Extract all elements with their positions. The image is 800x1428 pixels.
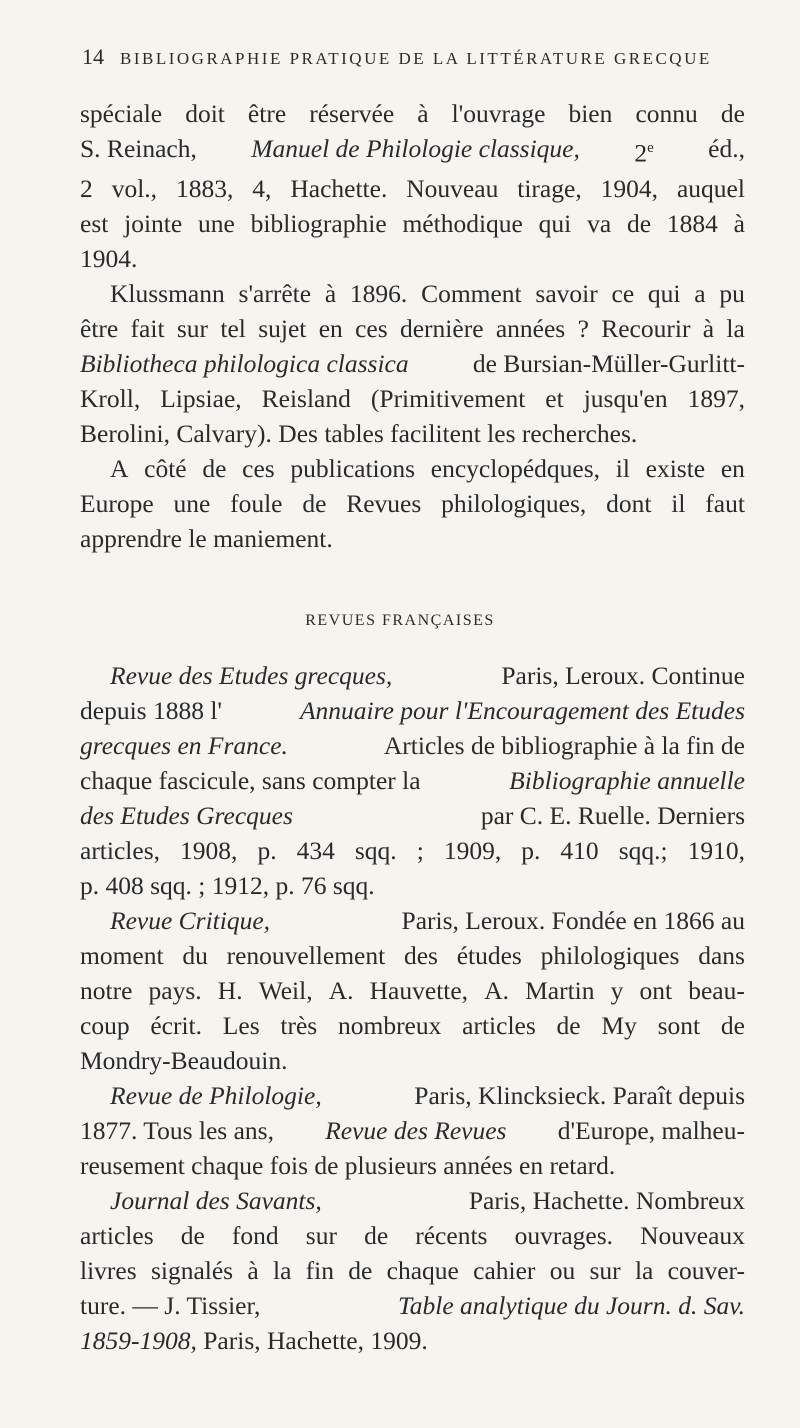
text-fragment: éd.,	[708, 134, 745, 163]
text-line	[80, 693, 745, 728]
text-fragment: S. Reinach,	[80, 134, 197, 163]
intro-text	[80, 96, 745, 556]
text-line	[80, 903, 745, 938]
text-line: p. 408 sqq. ; 1912, p. 76 sqq.	[80, 871, 375, 900]
text-line: 1904.	[80, 243, 138, 273]
running-title: BIBLIOGRAPHIE PRATIQUE DE LA LITTÉRATURE GRECQUE	[120, 49, 712, 68]
text-line	[80, 728, 745, 763]
text-line	[80, 1288, 745, 1323]
text-line: est jointe une bibliographie méthodique qui va de 1884 à	[80, 208, 745, 238]
text-fragment: d'Europe, malheu-	[557, 1116, 745, 1145]
text-fragment: Paris, Leroux. Fondée en 1866 au	[401, 906, 745, 935]
italic-title: Revue des Revues	[325, 1116, 507, 1145]
text-line: notre pays. H. Weil, A. Hauvette, A. Martin y ont beau-	[80, 976, 745, 1005]
journal-title: Journal des Savants,	[110, 1186, 322, 1215]
italic-title: Manuel de Philologie classique,	[251, 134, 580, 163]
section-heading: REVUES FRANÇAISES	[305, 612, 495, 629]
journal-title: Revue Critique,	[110, 906, 271, 935]
text-line: A côté de ces publications encyclopédques, il existe en	[110, 453, 745, 483]
text-fragment: de Bursian-Müller-Gurlitt-	[472, 348, 745, 378]
text-line: coup écrit. Les très nombreux articles de My sont de	[80, 1011, 745, 1040]
text-line	[80, 1183, 745, 1218]
text-line	[80, 798, 745, 833]
text-line: moment du renouvellement des études philologiques dans	[80, 941, 745, 970]
italic-title: grecques en France.	[80, 731, 288, 760]
text-line	[80, 763, 745, 798]
text-line	[80, 1078, 745, 1113]
text-fragment: chaque fascicule, sans compter la	[80, 766, 421, 795]
text-line	[80, 131, 745, 171]
italic-title: Bibliotheca philologica classica	[80, 348, 409, 378]
text-line: livres signalés à la fin de chaque cahier ou sur la couver-	[80, 1256, 745, 1285]
text-fragment: 1877. Tous les ans,	[80, 1116, 274, 1145]
text-line: articles, 1908, p. 434 sqq. ; 1909, p. 410 sqq.; 1910,	[80, 836, 745, 865]
text-fragment: 2e	[634, 138, 654, 168]
text-fragment: Paris, Hachette, 1909.	[203, 1326, 428, 1355]
text-fragment: Articles de bibliographie à la fin de	[383, 731, 745, 760]
text-fragment: depuis 1888 l'	[80, 696, 223, 725]
italic-title: 1859-1908,	[80, 1326, 197, 1355]
text-line: 2 vol., 1883, 4, Hachette. Nouveau tirage, 1904, auquel	[80, 173, 745, 203]
text-fragment: Paris, Klincksieck. Paraît depuis	[414, 1081, 745, 1110]
text-line: articles de fond sur de récents ouvrages. Nouveaux	[80, 1221, 745, 1250]
text-line	[80, 346, 745, 381]
italic-title: Annuaire pour l'Encouragement des Etudes	[299, 696, 745, 725]
text-line	[80, 658, 745, 693]
italic-title: Table analytique du Journ. d. Sav.	[397, 1291, 745, 1320]
text-line: spéciale doit être réservée à l'ouvrage bien connu de	[80, 99, 745, 128]
text-line: être fait sur tel sujet en ces dernière années ? Recourir à la	[80, 313, 745, 343]
journal-title: Revue des Etudes grecques,	[110, 661, 393, 690]
text-line	[80, 1113, 745, 1148]
text-fragment: par C. E. Ruelle. Derniers	[480, 801, 745, 830]
text-fragment: Paris, Leroux. Continue	[501, 661, 745, 690]
text-fragment: ture. — J. Tissier,	[80, 1291, 261, 1320]
text-line	[80, 1323, 745, 1358]
italic-title: Bibliographie annuelle	[509, 766, 745, 795]
text-line: reusement chaque fois de plusieurs années en retard.	[80, 1151, 616, 1180]
text-fragment: Paris, Hachette. Nombreux	[468, 1186, 745, 1215]
revues-list	[80, 658, 745, 1358]
running-header	[82, 44, 742, 70]
text-line: Kroll, Lipsiae, Reisland (Primitivement et jusqu'en 1897,	[80, 383, 745, 413]
text-line: Klussmann s'arrête à 1896. Comment savoir ce qui a pu	[110, 278, 745, 308]
italic-title: des Etudes Grecques	[80, 801, 293, 830]
text-line: Europe une foule de Revues philologiques, dont il faut	[80, 488, 745, 518]
text-line: Berolini, Calvary). Des tables facilitent les recherches.	[80, 418, 638, 448]
text-line: apprendre le maniement.	[80, 523, 333, 553]
text-line: Mondry-Beaudouin.	[80, 1046, 288, 1075]
page-number: 14	[82, 44, 104, 69]
journal-title: Revue de Philologie,	[110, 1081, 322, 1110]
